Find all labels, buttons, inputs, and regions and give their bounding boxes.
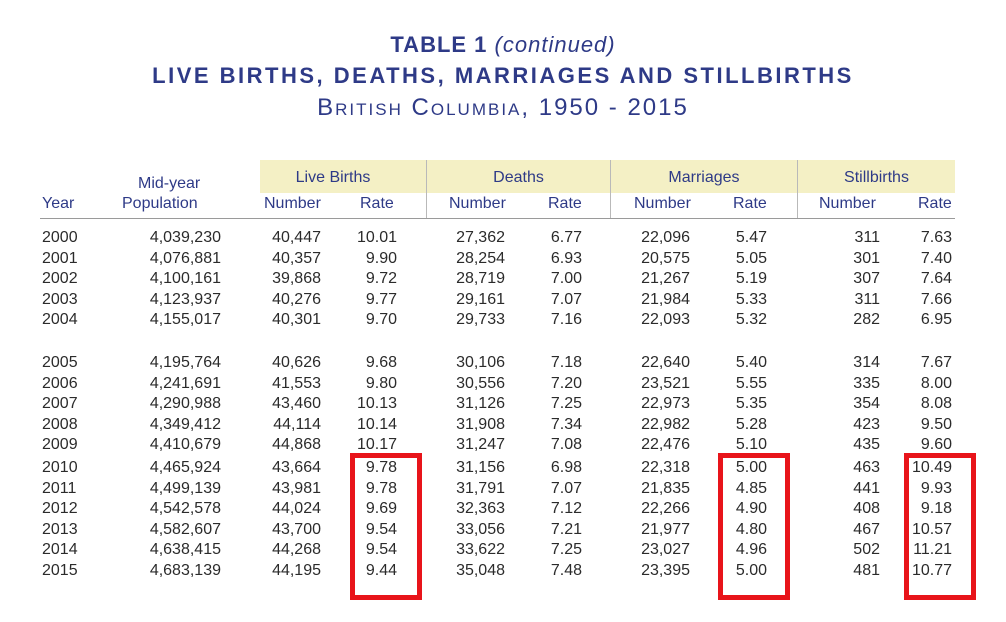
cell-live-births-number: 44,868 [272, 436, 321, 453]
cell-population: 4,241,691 [149, 374, 221, 392]
cell-live-births-number: 40,301 [272, 311, 321, 328]
cell-population: 4,290,988 [149, 395, 221, 412]
column-header-year: Year [42, 195, 75, 212]
cell-marriages-rate: 5.40 [735, 354, 767, 371]
column-header-rate: Rate [733, 195, 767, 212]
cell-marriages-number: 22,982 [641, 415, 690, 433]
cell-live-births-rate: 9.80 [365, 374, 397, 392]
column-header-number: Number [264, 195, 321, 212]
cell-year: 2003 [42, 290, 78, 308]
cell-live-births-rate: 9.44 [365, 561, 397, 579]
cell-stillbirths-number: 435 [853, 436, 880, 453]
cell-deaths-rate: 6.77 [550, 229, 582, 246]
cell-marriages-number: 22,093 [641, 311, 690, 328]
cell-live-births-rate: 10.13 [356, 395, 397, 412]
cell-marriages-number: 23,521 [641, 374, 690, 392]
cell-marriages-rate: 4.96 [735, 541, 767, 558]
cell-population: 4,039,230 [149, 229, 221, 246]
cell-live-births-number: 43,664 [272, 459, 321, 476]
cell-year: 2009 [42, 436, 78, 453]
cell-population: 4,349,412 [149, 415, 221, 433]
cell-stillbirths-number: 408 [853, 500, 880, 517]
cell-marriages-rate: 5.19 [735, 270, 767, 287]
cell-stillbirths-rate: 8.08 [920, 395, 952, 412]
cell-deaths-rate: 7.48 [550, 561, 582, 579]
cell-marriages-number: 22,476 [641, 436, 690, 453]
cell-marriages-rate: 5.05 [735, 249, 767, 267]
column-header-number: Number [819, 195, 876, 212]
cell-live-births-rate: 9.54 [365, 520, 397, 538]
cell-year: 2002 [42, 270, 78, 287]
cell-live-births-rate: 9.78 [365, 479, 397, 497]
cell-deaths-rate: 7.25 [550, 395, 582, 412]
cell-marriages-rate: 5.35 [735, 395, 767, 412]
cell-stillbirths-rate: 7.64 [920, 270, 952, 287]
cell-live-births-number: 44,024 [272, 500, 321, 517]
cell-population: 4,465,924 [149, 459, 221, 476]
cell-marriages-number: 22,096 [641, 229, 690, 246]
cell-stillbirths-rate: 10.57 [911, 520, 952, 538]
cell-stillbirths-number: 335 [853, 374, 880, 392]
cell-year: 2013 [42, 520, 78, 538]
cell-stillbirths-number: 282 [853, 311, 880, 328]
cell-deaths-rate: 7.18 [550, 354, 582, 371]
cell-stillbirths-number: 502 [853, 541, 880, 558]
cell-deaths-number: 30,556 [456, 374, 505, 392]
cell-live-births-number: 39,868 [272, 270, 321, 287]
cell-live-births-number: 40,276 [272, 290, 321, 308]
column-header-population: Population [122, 195, 198, 212]
cell-marriages-number: 22,318 [641, 459, 690, 476]
cell-live-births-number: 43,460 [272, 395, 321, 412]
cell-live-births-rate: 9.54 [365, 541, 397, 558]
cell-stillbirths-rate: 10.77 [911, 561, 952, 579]
column-header-rate: Rate [548, 195, 582, 212]
cell-deaths-number: 31,247 [456, 436, 505, 453]
cell-marriages-rate: 5.00 [735, 459, 767, 476]
cell-deaths-number: 31,126 [456, 395, 505, 412]
cell-population: 4,100,161 [149, 270, 221, 287]
cell-deaths-rate: 7.21 [550, 520, 582, 538]
highlight-box-live-birth-rate [350, 453, 422, 600]
header-rule [40, 218, 955, 219]
cell-marriages-number: 22,266 [641, 500, 690, 517]
cell-stillbirths-number: 481 [853, 561, 880, 579]
cell-deaths-rate: 7.00 [550, 270, 582, 287]
cell-year: 2005 [42, 354, 78, 371]
cell-marriages-number: 20,575 [641, 249, 690, 267]
cell-stillbirths-number: 463 [853, 459, 880, 476]
cell-deaths-rate: 7.25 [550, 541, 582, 558]
cell-population: 4,155,017 [149, 311, 221, 328]
cell-year: 2014 [42, 541, 78, 558]
cell-year: 2000 [42, 229, 78, 246]
cell-population: 4,638,415 [149, 541, 221, 558]
cell-live-births-rate: 9.90 [365, 249, 397, 267]
cell-stillbirths-rate: 11.21 [913, 541, 952, 558]
cell-live-births-rate: 10.01 [356, 229, 397, 246]
cell-stillbirths-number: 307 [853, 270, 880, 287]
cell-deaths-rate: 6.93 [550, 249, 582, 267]
cell-live-births-number: 43,981 [272, 479, 321, 497]
cell-marriages-rate: 5.28 [735, 415, 767, 433]
cell-marriages-number: 23,395 [641, 561, 690, 579]
cell-marriages-number: 22,640 [641, 354, 690, 371]
cell-deaths-number: 31,156 [456, 459, 505, 476]
highlight-box-stillbirth-rate [904, 453, 976, 600]
cell-live-births-rate: 9.69 [365, 500, 397, 517]
cell-population: 4,542,578 [149, 500, 221, 517]
group-header-deaths: Deaths [493, 169, 544, 186]
cell-year: 2011 [42, 479, 77, 497]
cell-live-births-rate: 9.70 [365, 311, 397, 328]
cell-deaths-number: 29,733 [456, 311, 505, 328]
cell-stillbirths-number: 423 [853, 415, 880, 433]
cell-stillbirths-number: 354 [853, 395, 880, 412]
cell-deaths-number: 33,056 [456, 520, 505, 538]
cell-population: 4,410,679 [149, 436, 221, 453]
cell-stillbirths-rate: 10.49 [911, 459, 952, 476]
cell-live-births-rate: 9.68 [365, 354, 397, 371]
cell-live-births-rate: 10.14 [356, 415, 397, 433]
cell-marriages-number: 21,977 [641, 520, 690, 538]
continued-label: (continued) [494, 32, 616, 57]
cell-marriages-rate: 5.32 [735, 311, 767, 328]
cell-deaths-rate: 7.12 [550, 500, 582, 517]
cell-live-births-number: 40,447 [272, 229, 321, 246]
cell-deaths-number: 35,048 [456, 561, 505, 579]
cell-marriages-rate: 5.00 [735, 561, 767, 579]
cell-marriages-rate: 5.55 [735, 374, 767, 392]
cell-stillbirths-rate: 9.60 [920, 436, 952, 453]
table-region: British Columbia, 1950 - 2015 [317, 94, 689, 121]
cell-population: 4,123,937 [149, 290, 221, 308]
cell-deaths-number: 28,254 [456, 249, 505, 267]
cell-stillbirths-rate: 9.93 [920, 479, 952, 497]
cell-year: 2007 [42, 395, 78, 412]
cell-stillbirths-number: 441 [853, 479, 880, 497]
cell-deaths-number: 27,362 [456, 229, 505, 246]
cell-year: 2008 [42, 415, 78, 433]
table-number: TABLE 1 [390, 32, 488, 57]
cell-stillbirths-number: 467 [853, 520, 880, 538]
cell-marriages-number: 21,984 [641, 290, 690, 308]
cell-live-births-number: 44,268 [272, 541, 321, 558]
column-header-midyear: Mid-year [138, 175, 201, 192]
cell-live-births-number: 44,114 [273, 415, 321, 433]
cell-year: 2006 [42, 374, 78, 392]
cell-marriages-rate: 4.85 [735, 479, 767, 497]
cell-live-births-number: 40,626 [272, 354, 321, 371]
cell-population: 4,195,764 [149, 354, 221, 371]
column-header-number: Number [634, 195, 691, 212]
cell-deaths-number: 28,719 [456, 270, 505, 287]
cell-marriages-rate: 5.33 [735, 290, 767, 308]
cell-marriages-rate: 4.90 [735, 500, 767, 517]
column-header-rate: Rate [918, 195, 952, 212]
cell-year: 2012 [42, 500, 78, 517]
cell-year: 2010 [42, 459, 78, 476]
cell-live-births-number: 41,553 [272, 374, 321, 392]
cell-population: 4,582,607 [149, 520, 221, 538]
cell-stillbirths-number: 301 [853, 249, 880, 267]
cell-stillbirths-number: 314 [853, 354, 880, 371]
cell-population: 4,499,139 [149, 479, 221, 497]
cell-deaths-rate: 7.07 [550, 479, 582, 497]
cell-deaths-rate: 7.16 [550, 311, 582, 328]
cell-deaths-number: 32,363 [456, 500, 505, 517]
column-header-rate: Rate [360, 195, 394, 212]
cell-deaths-number: 31,908 [456, 415, 505, 433]
cell-population: 4,683,139 [149, 561, 221, 579]
cell-deaths-rate: 7.07 [550, 290, 582, 308]
cell-deaths-number: 30,106 [456, 354, 505, 371]
cell-live-births-rate: 9.72 [365, 270, 397, 287]
cell-stillbirths-rate: 7.63 [920, 229, 952, 246]
cell-year: 2015 [42, 561, 78, 579]
group-header-stillbirths: Stillbirths [844, 169, 909, 186]
cell-marriages-number: 23,027 [641, 541, 690, 558]
cell-stillbirths-number: 311 [854, 229, 880, 246]
cell-live-births-rate: 9.77 [365, 290, 397, 308]
cell-deaths-number: 31,791 [456, 479, 505, 497]
cell-deaths-number: 29,161 [456, 290, 505, 308]
cell-marriages-rate: 4.80 [735, 520, 767, 538]
cell-deaths-number: 33,622 [456, 541, 505, 558]
cell-marriages-number: 21,835 [641, 479, 690, 497]
cell-stillbirths-number: 311 [854, 290, 880, 308]
cell-stillbirths-rate: 8.00 [920, 374, 952, 392]
group-header-marriages: Marriages [668, 169, 740, 186]
cell-marriages-number: 21,267 [641, 270, 690, 287]
cell-stillbirths-rate: 9.18 [920, 500, 952, 517]
cell-deaths-rate: 6.98 [550, 459, 582, 476]
column-header-number: Number [449, 195, 506, 212]
cell-stillbirths-rate: 7.66 [920, 290, 952, 308]
cell-deaths-rate: 7.08 [550, 436, 582, 453]
table-title [0, 30, 1006, 125]
cell-year: 2001 [42, 249, 78, 267]
cell-stillbirths-rate: 6.95 [920, 311, 952, 328]
cell-live-births-rate: 9.78 [365, 459, 397, 476]
cell-marriages-rate: 5.10 [735, 436, 767, 453]
group-header-live-births: Live Births [295, 169, 371, 186]
cell-live-births-number: 43,700 [272, 520, 321, 538]
cell-population: 4,076,881 [149, 249, 221, 267]
cell-stillbirths-rate: 7.40 [920, 249, 952, 267]
cell-live-births-number: 40,357 [272, 249, 321, 267]
cell-live-births-number: 44,195 [272, 561, 321, 579]
table-subtitle: LIVE BIRTHS, DEATHS, MARRIAGES AND STILLBIRTHS [152, 63, 854, 88]
cell-deaths-rate: 7.34 [550, 415, 582, 433]
cell-marriages-number: 22,973 [641, 395, 690, 412]
highlight-box-marriage-rate [718, 453, 790, 600]
cell-marriages-rate: 5.47 [735, 229, 767, 246]
cell-stillbirths-rate: 9.50 [920, 415, 952, 433]
cell-year: 2004 [42, 311, 78, 328]
cell-deaths-rate: 7.20 [550, 374, 582, 392]
cell-live-births-rate: 10.17 [356, 436, 397, 453]
cell-stillbirths-rate: 7.67 [920, 354, 952, 371]
